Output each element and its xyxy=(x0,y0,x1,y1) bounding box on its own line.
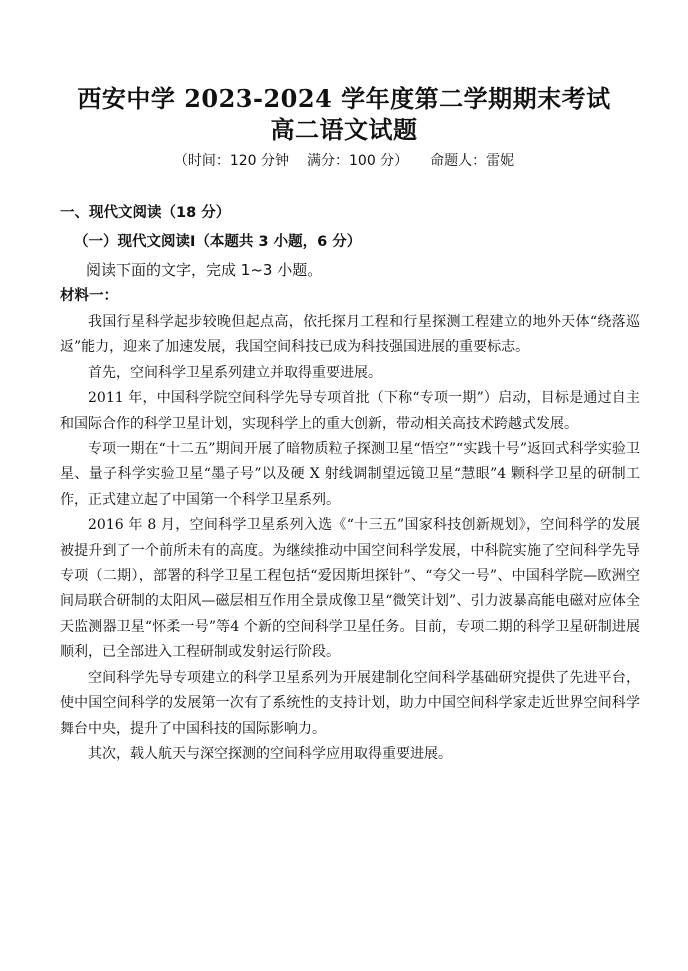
paragraph: 首先，空间科学卫星系列建立并取得重要进展。 xyxy=(88,364,382,381)
material-label: 材料一： xyxy=(60,288,118,304)
paragraph: 2011 年，中国科学院空间科学先导专项首批（下称“专项一期”）启动，目标是通过自主和国际合作的科学卫星计划，实现科学上的重大创新，带动相关高技术跨越式发展。 xyxy=(60,390,640,432)
exam-meta xyxy=(0,151,688,171)
section-heading: 一、现代文阅读（18 分） xyxy=(60,205,231,221)
passage-body xyxy=(60,310,640,767)
paragraph: 专项一期在“十二五”期间开展了暗物质粒子探测卫星“悟空”“实践十号”返回式科学实验卫星、量子科学实验卫星“墨子号”以及硬 X 射线调制望远镜卫星“慧眼”4 颗科学卫星的研制工作，正式建立起了中国第一个科学卫星系列。 xyxy=(60,441,640,508)
exam-title: 西安中学 2023-2024 学年度第二学期期末考试 xyxy=(77,84,611,113)
subsection-heading: （一）现代文阅读Ⅰ（本题共 3 小题，6 分） xyxy=(74,234,362,250)
paragraph: 空间科学先导专项建立的科学卫星系列为开展建制化空间科学基础研究提供了先进平台，使中国空间科学的发展第一次有了系统性的支持计划，助力中国空间科学家走近世界空间科学舞台中央，提升了中国科技的国际影响力。 xyxy=(60,669,640,737)
paragraph: 其次，载人航天与深空探测的空间科学应用取得重要进展。 xyxy=(88,745,452,762)
exam-time: （时间：120 分钟 xyxy=(173,153,289,169)
exam-score: 满分：100 分） xyxy=(307,153,409,169)
reading-instruction: 阅读下面的文字，完成 1~3 小题。 xyxy=(86,261,323,279)
exam-subject-title: 高二语文试题 xyxy=(270,115,418,144)
paragraph: 我国行星科学起步较晚但起点高，依托探月工程和行星探测工程建立的地外天体“绕落巡返”能力，迎来了加速发展，我国空间科技已成为科技强国进展的重要标志。 xyxy=(60,314,640,356)
exam-author: 命题人：雷妮 xyxy=(430,153,515,169)
paragraph: 2016 年 8 月，空间科学卫星系列入选《“十三五”国家科技创新规划》，空间科学的发展被提升到了一个前所未有的高度。为继续推动中国空间科学发展，中科院实施了空间科学先导专项（二期），部署的科学卫星工程包括“爱因斯坦探针”、“夸父一号”、中国科学院—欧洲空间局联合研制的太阳风—磁层相互作用全景成像卫星“微笑计划”、引力波暴高能电磁对应体全天监测器卫星“怀柔一号”等4 个新的空间科学卫星任务。目前，专项二期的科学卫星研制进展顺利，已全部进入工程研制或发射运行阶段。 xyxy=(60,517,640,661)
